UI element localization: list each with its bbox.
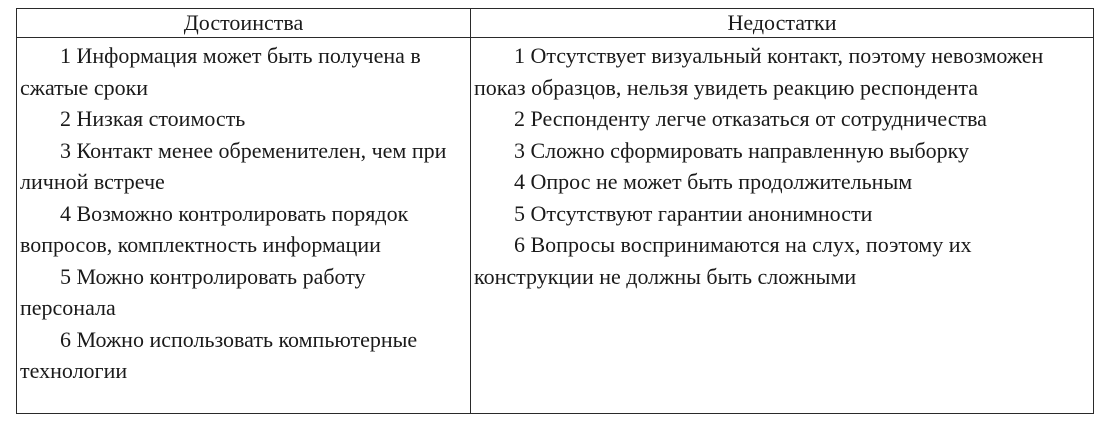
advantage-item-6: 6 Можно использовать компьютерные технологии	[20, 326, 418, 383]
advantages-cell	[17, 38, 471, 414]
advantage-item-1: 1 Информация может быть получена в сжатые сроки	[20, 43, 421, 100]
advantage-item-4: 4 Возможно контролировать порядок вопросов, комплектность информации	[20, 200, 409, 257]
disadvantage-item-2: 2 Респонденту легче отказаться от сотрудничества	[514, 106, 987, 131]
disadvantage-item-3: 3 Сложно сформировать направленную выборку	[514, 137, 970, 163]
disadvantages-cell	[471, 38, 1094, 414]
disadvantages-header: Недостатки	[471, 9, 1094, 38]
advantage-item-5: 5 Можно контролировать работу персонала	[20, 263, 366, 320]
advantage-item-3: 3 Контакт менее обременителен, чем при личной встрече	[20, 137, 447, 194]
disadvantage-item-6: 6 Вопросы воспринимаются на слух, поэтому их конструкции не должны быть сложными	[474, 232, 972, 289]
disadvantage-item-4: 4 Опрос не может быть продолжительным	[514, 169, 913, 194]
advantage-item-2: 2 Низкая стоимость	[60, 106, 246, 131]
disadvantage-item-5: 5 Отсутствуют гарантии анонимности	[514, 200, 873, 226]
disadvantage-item-1: 1 Отсутствует визуальный контакт, поэтому невозможен показ образцов, нельзя увидеть реакцию респондента	[474, 43, 1044, 100]
body-row	[17, 38, 1094, 414]
header-row	[17, 9, 1094, 38]
comparison-table	[16, 8, 1094, 414]
advantages-header: Достоинства	[17, 9, 471, 38]
